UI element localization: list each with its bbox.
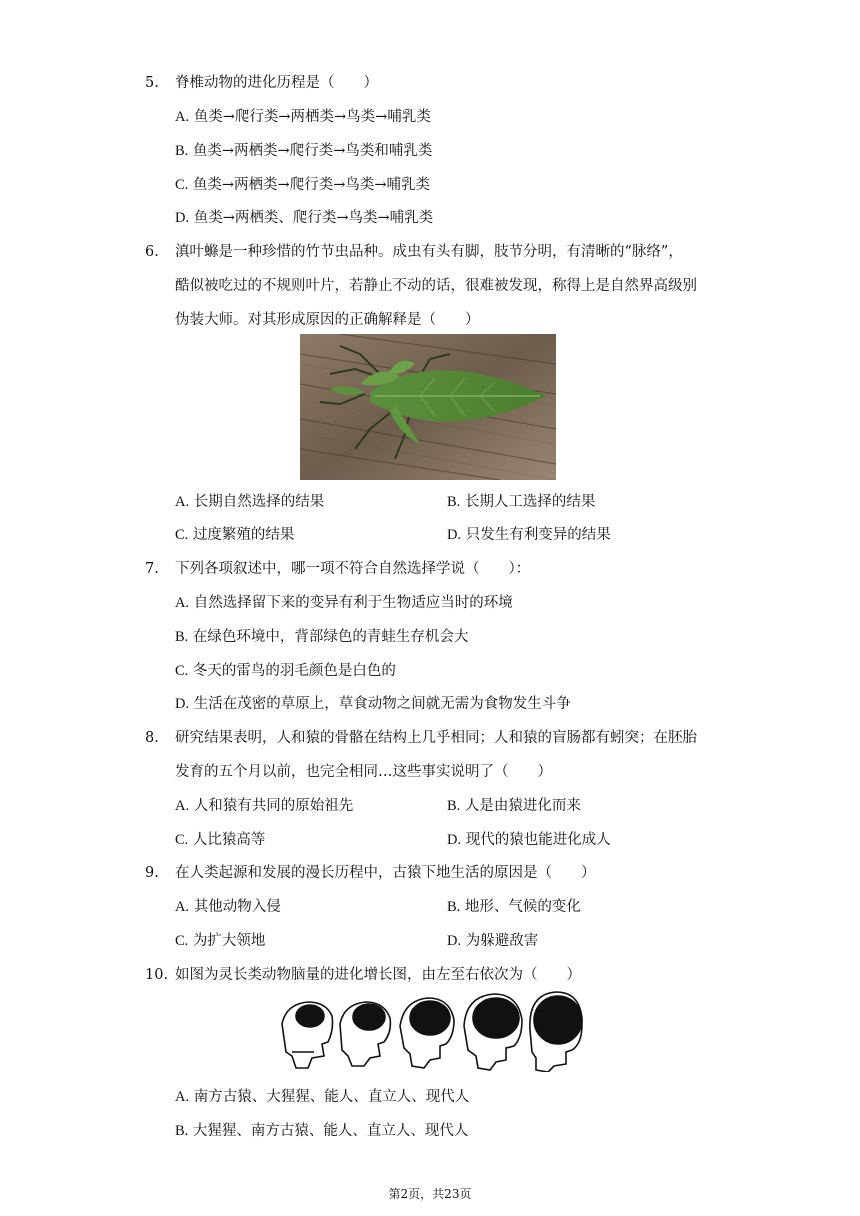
q5-number: 5. [145, 75, 159, 91]
q7-option-a [175, 593, 513, 613]
option-label: B. [175, 1123, 189, 1139]
option-text: 在绿色环境中，背部绿色的青蛙生存机会大 [192, 629, 469, 645]
option-text: 鱼类→两栖类→爬行类→鸟类→哺乳类 [192, 177, 431, 193]
q9-option-c [175, 931, 265, 951]
q8-number: 8. [145, 730, 159, 746]
option-text: 人和猿有共同的原始祖先 [193, 798, 354, 814]
q9-option-b [447, 897, 581, 917]
option-text: 过度繁殖的结果 [192, 527, 295, 543]
option-text: 其他动物入侵 [193, 899, 281, 915]
option-label: A. [175, 899, 190, 915]
option-label: B. [175, 629, 189, 645]
q6-number: 6. [145, 244, 159, 260]
q5-option-d [175, 208, 433, 228]
q9-number: 9. [145, 865, 159, 881]
option-label: A. [175, 595, 190, 611]
q8-option-a [175, 796, 353, 816]
q5-option-c [175, 175, 430, 195]
q6-option-b [447, 492, 595, 512]
q7-stem: 下列各项叙述中，哪一项不符合自然选择学说（ ）： [175, 561, 531, 577]
option-text: 长期人工选择的结果 [464, 494, 596, 510]
option-label: C. [175, 933, 189, 949]
option-text: 冬天的雷鸟的羽毛颜色是白色的 [192, 663, 396, 679]
option-text: 鱼类→爬行类→两栖类→鸟类→哺乳类 [193, 109, 431, 125]
q8-stem-line-2: 发育的五个月以前，也完全相同…这些事实说明了（ ） [175, 764, 552, 780]
option-label: A. [175, 494, 190, 510]
q5-option-a [175, 107, 431, 127]
option-label: A. [175, 1089, 190, 1105]
q6-stem-line-2: 酷似被吃过的不规则叶片，若静止不动的话，很难被发现，称得上是自然界高级别 [175, 278, 697, 294]
primate-skulls-figure [278, 990, 584, 1072]
option-label: D. [447, 832, 462, 848]
option-text: 人比猿高等 [192, 832, 266, 848]
q6-stem-line-3: 伪装大师。对其形成原因的正确解释是（ ） [175, 312, 480, 328]
q5-option-b [175, 141, 432, 161]
q8-option-b [447, 796, 581, 816]
q6-option-c [175, 525, 294, 545]
q8-stem-line-1: 研究结果表明，人和猿的骨骼在结构上几乎相同；人和猿的盲肠都有蚓突；在胚胎 [175, 730, 697, 746]
option-text: 只发生有利变异的结果 [465, 527, 611, 543]
option-text: 大猩猩、南方古猿、能人、直立人、现代人 [192, 1123, 469, 1139]
option-label: A. [175, 798, 190, 814]
option-label: D. [447, 933, 462, 949]
q8-option-d [447, 830, 611, 850]
q10-option-a [175, 1087, 469, 1107]
option-text: 鱼类→两栖类→爬行类→鸟类和哺乳类 [192, 143, 433, 159]
option-label: D. [447, 527, 462, 543]
q6-option-d [447, 525, 611, 545]
option-text: 南方古猿、大猩猩、能人、直立人、现代人 [193, 1089, 470, 1105]
option-text: 自然选择留下来的变异有利于生物适应当时的环境 [193, 595, 513, 611]
page-footer: 第2页，共23页 [388, 1187, 472, 1201]
option-label: C. [175, 527, 189, 543]
option-label: B. [175, 143, 189, 159]
option-text: 为扩大领地 [192, 933, 266, 949]
option-label: C. [175, 832, 189, 848]
option-text: 长期自然选择的结果 [193, 494, 325, 510]
q9-option-a [175, 897, 281, 917]
option-text: 现代的猿也能进化成人 [465, 832, 611, 848]
q7-option-d [175, 694, 571, 714]
option-text: 为躲避敌害 [465, 933, 539, 949]
q5-stem: 脊椎动物的进化历程是（ ） [175, 75, 378, 91]
option-label: A. [175, 109, 190, 125]
q6-stem-line-1: 滇叶螩是一种珍惜的竹节虫品种。成虫有头有脚，肢节分明，有清晰的“脉络”， [175, 244, 683, 260]
q10-stem: 如图为灵长类动物脑量的进化增长图，由左至右依次为（ ） [175, 967, 581, 983]
option-label: D. [175, 210, 190, 226]
q10-option-b [175, 1121, 468, 1141]
q9-stem: 在人类起源和发展的漫长历程中，古猿下地生活的原因是（ ） [175, 865, 596, 881]
q9-option-d [447, 931, 538, 951]
q7-option-b [175, 627, 468, 647]
q7-option-c [175, 661, 396, 681]
option-label: D. [175, 696, 190, 712]
option-label: B. [447, 798, 461, 814]
q7-number: 7. [145, 561, 159, 577]
leaf-insect-photo [300, 334, 556, 480]
option-text: 地形、气候的变化 [464, 899, 581, 915]
option-text: 生活在茂密的草原上，草食动物之间就无需为食物发生斗争 [193, 696, 571, 712]
option-text: 鱼类→两栖类、爬行类→鸟类→哺乳类 [193, 210, 434, 226]
option-text: 人是由猿进化而来 [464, 798, 581, 814]
q10-number: 10. [145, 967, 169, 983]
q6-option-a [175, 492, 324, 512]
option-label: C. [175, 663, 189, 679]
option-label: C. [175, 177, 189, 193]
option-label: B. [447, 494, 461, 510]
option-label: B. [447, 899, 461, 915]
q8-option-c [175, 830, 265, 850]
